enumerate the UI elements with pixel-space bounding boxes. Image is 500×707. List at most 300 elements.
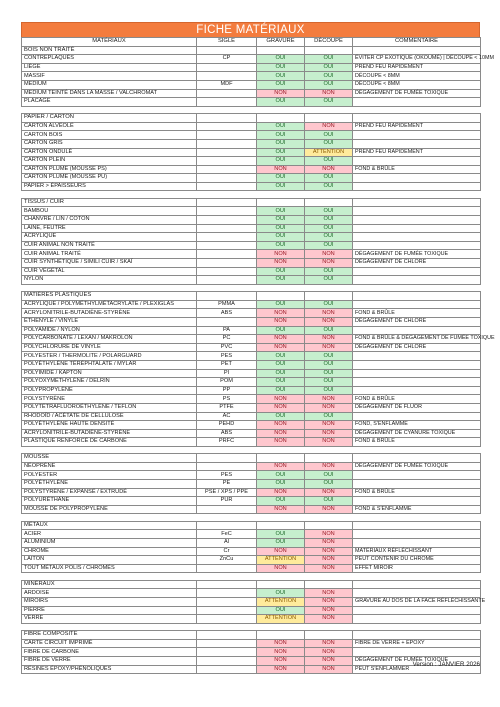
gravure-status: OUI	[257, 139, 305, 148]
material-sigle	[197, 317, 257, 326]
decoupe-status: NON	[305, 403, 353, 412]
spacer-cell	[257, 623, 305, 630]
decoupe-status: OUI	[305, 369, 353, 378]
material-commentaire	[353, 276, 481, 285]
table-row	[22, 395, 481, 404]
section-blank-cell	[257, 454, 305, 463]
decoupe-status: OUI	[305, 131, 353, 140]
material-commentaire: DÉCOUPE < 8MM	[353, 80, 481, 89]
table-row	[22, 438, 481, 447]
table-row	[22, 165, 481, 174]
table-row	[22, 589, 481, 598]
table-row	[22, 148, 481, 157]
material-name: POLYIMIDE / KAPTON	[22, 369, 197, 378]
material-sigle: PS	[197, 395, 257, 404]
gravure-status: OUI	[257, 300, 305, 309]
table-row	[22, 233, 481, 242]
table-row	[22, 267, 481, 276]
decoupe-status: NON	[305, 438, 353, 447]
table-row	[22, 89, 481, 98]
decoupe-status: NON	[305, 639, 353, 648]
section-blank-cell	[353, 580, 481, 589]
table-row	[22, 471, 481, 480]
decoupe-status: NON	[305, 429, 353, 438]
section-blank-cell	[257, 46, 305, 55]
material-name: POLYOXYMÉTHYLÈNE / DELRIN	[22, 378, 197, 387]
material-sigle	[197, 63, 257, 72]
decoupe-status: OUI	[305, 174, 353, 183]
material-commentaire: DÉGAGEMENT DE CHLORE	[353, 317, 481, 326]
section-spacer	[22, 446, 481, 453]
table-row	[22, 462, 481, 471]
gravure-status: OUI	[257, 360, 305, 369]
table-row	[22, 250, 481, 259]
table-row	[22, 174, 481, 183]
gravure-status: OUI	[257, 412, 305, 421]
material-commentaire	[353, 471, 481, 480]
table-row	[22, 309, 481, 318]
section-title: TISSUS / CUIR	[22, 198, 197, 207]
spacer-cell	[22, 284, 197, 291]
table-row	[22, 122, 481, 131]
material-sigle	[197, 505, 257, 514]
gravure-status: NON	[257, 343, 305, 352]
gravure-status: OUI	[257, 241, 305, 250]
spacer-cell	[353, 446, 481, 453]
decoupe-status: OUI	[305, 55, 353, 64]
section-header-row	[22, 580, 481, 589]
material-name: POLYCARBONATE / LEXAN / MAKROLON	[22, 335, 197, 344]
material-sigle	[197, 276, 257, 285]
material-commentaire	[353, 326, 481, 335]
material-name: CHANVRE / LIN / COTON	[22, 216, 197, 225]
spacer-cell	[22, 623, 197, 630]
material-name: ACRYLONITRILE-BUTADIÈNE-STYRÈNE	[22, 309, 197, 318]
material-commentaire	[353, 207, 481, 216]
gravure-status: OUI	[257, 55, 305, 64]
gravure-status: NON	[257, 309, 305, 318]
spacer-cell	[22, 573, 197, 580]
decoupe-status: OUI	[305, 72, 353, 81]
decoupe-status: OUI	[305, 360, 353, 369]
material-name: TOUT MÉTAUX POLIS / CHROMÉS	[22, 564, 197, 573]
gravure-status: OUI	[257, 471, 305, 480]
material-name: LAINE, FEUTRE	[22, 224, 197, 233]
material-name: ACIER	[22, 530, 197, 539]
decoupe-status: OUI	[305, 352, 353, 361]
table-row	[22, 241, 481, 250]
section-blank-cell	[305, 292, 353, 301]
table-row	[22, 98, 481, 107]
material-name: CARTON GRIS	[22, 139, 197, 148]
decoupe-status: NON	[305, 488, 353, 497]
material-commentaire: PREND FEU RAPIDEMENT	[353, 63, 481, 72]
material-name: POLYAMIDE / NYLON	[22, 326, 197, 335]
section-header-row	[22, 46, 481, 55]
material-commentaire: FOND & BRÛLE	[353, 488, 481, 497]
table-row	[22, 131, 481, 140]
gravure-status: OUI	[257, 148, 305, 157]
material-name: ALUMINIUM	[22, 539, 197, 548]
section-title: FIBRE COMPOSITE	[22, 631, 197, 640]
header-commentaire: COMMENTAIRE	[353, 38, 481, 47]
section-blank-cell	[353, 114, 481, 123]
gravure-status: NON	[257, 259, 305, 268]
section-blank-cell	[353, 292, 481, 301]
material-sigle	[197, 89, 257, 98]
material-sigle	[197, 597, 257, 606]
table-row	[22, 403, 481, 412]
decoupe-status: NON	[305, 89, 353, 98]
material-name: CUIR VÉGÉTAL	[22, 267, 197, 276]
table-header-row	[22, 38, 481, 47]
material-commentaire	[353, 378, 481, 387]
material-sigle: PP	[197, 386, 257, 395]
spacer-cell	[305, 573, 353, 580]
material-commentaire: EFFET MIROIR	[353, 564, 481, 573]
section-blank-cell	[257, 292, 305, 301]
material-sigle	[197, 648, 257, 657]
material-sigle	[197, 267, 257, 276]
section-spacer	[22, 191, 481, 198]
gravure-status: NON	[257, 165, 305, 174]
gravure-status: ATTENTION	[257, 597, 305, 606]
table-row	[22, 352, 481, 361]
gravure-status: OUI	[257, 80, 305, 89]
table-row	[22, 300, 481, 309]
material-name: CUIR ANIMAL NON TRAITÉ	[22, 241, 197, 250]
spacer-cell	[305, 106, 353, 113]
table-row	[22, 606, 481, 615]
material-name: CARTON PLUME (MOUSSE PS)	[22, 165, 197, 174]
section-blank-cell	[305, 580, 353, 589]
material-name: RHODOÏD / ACÉTATE DE CELLULOSE	[22, 412, 197, 421]
material-sigle	[197, 606, 257, 615]
spacer-cell	[305, 284, 353, 291]
section-blank-cell	[257, 631, 305, 640]
decoupe-status: NON	[305, 656, 353, 665]
gravure-status: NON	[257, 250, 305, 259]
spacer-cell	[22, 514, 197, 521]
version-label: Version : JANVIER 2026	[412, 661, 480, 668]
gravure-status: OUI	[257, 276, 305, 285]
gravure-status: OUI	[257, 480, 305, 489]
spacer-cell	[257, 284, 305, 291]
spacer-cell	[197, 623, 257, 630]
section-spacer	[22, 573, 481, 580]
gravure-status: OUI	[257, 224, 305, 233]
material-name: POLYESTER	[22, 471, 197, 480]
material-sigle: PE	[197, 480, 257, 489]
gravure-status: NON	[257, 395, 305, 404]
material-commentaire: DÉGAGEMENT DE FUMÉE TOXIQUE	[353, 89, 481, 98]
table-row	[22, 317, 481, 326]
gravure-status: NON	[257, 505, 305, 514]
decoupe-status: OUI	[305, 80, 353, 89]
material-commentaire	[353, 539, 481, 548]
material-name: PLASTIQUE RENFORCÉ DE CARBONE	[22, 438, 197, 447]
material-commentaire: FIBRE DE VERRE + EPOXY	[353, 639, 481, 648]
material-sigle: FeC	[197, 530, 257, 539]
material-commentaire	[353, 352, 481, 361]
material-name: VERRE	[22, 615, 197, 624]
section-title: PAPIER / CARTON	[22, 114, 197, 123]
gravure-status: NON	[257, 421, 305, 430]
section-blank-cell	[353, 454, 481, 463]
material-commentaire: PREND FEU RAPIDEMENT	[353, 148, 481, 157]
gravure-status: OUI	[257, 378, 305, 387]
spacer-cell	[305, 514, 353, 521]
table-row	[22, 480, 481, 489]
table-row	[22, 539, 481, 548]
gravure-status: NON	[257, 656, 305, 665]
table-row	[22, 386, 481, 395]
section-blank-cell	[353, 631, 481, 640]
material-name: FIBRE DE CARBONE	[22, 648, 197, 657]
material-commentaire	[353, 182, 481, 191]
decoupe-status: OUI	[305, 98, 353, 107]
section-blank-cell	[353, 521, 481, 530]
decoupe-status: NON	[305, 165, 353, 174]
section-spacer	[22, 106, 481, 113]
decoupe-status: OUI	[305, 497, 353, 506]
decoupe-status: NON	[305, 259, 353, 268]
table-row	[22, 505, 481, 514]
table-row	[22, 276, 481, 285]
decoupe-status: NON	[305, 648, 353, 657]
material-sigle	[197, 122, 257, 131]
material-name: CUIR ANIMAL TRAITÉ	[22, 250, 197, 259]
decoupe-status: OUI	[305, 471, 353, 480]
material-sigle	[197, 148, 257, 157]
material-sigle: PUR	[197, 497, 257, 506]
material-sigle	[197, 157, 257, 166]
spacer-cell	[197, 514, 257, 521]
material-commentaire	[353, 648, 481, 657]
material-commentaire	[353, 233, 481, 242]
material-sigle	[197, 589, 257, 598]
header-gravure: GRAVURE	[257, 38, 305, 47]
material-commentaire: DÉGAGEMENT DE CHLORE	[353, 343, 481, 352]
decoupe-status: OUI	[305, 157, 353, 166]
material-commentaire	[353, 157, 481, 166]
gravure-status: OUI	[257, 157, 305, 166]
gravure-status: OUI	[257, 233, 305, 242]
decoupe-status: NON	[305, 539, 353, 548]
section-spacer	[22, 514, 481, 521]
gravure-status: OUI	[257, 369, 305, 378]
header-sigle: SIGLE	[197, 38, 257, 47]
material-name: FIBRE DE VERRE	[22, 656, 197, 665]
material-commentaire: PEUT S'ENFLAMMER	[353, 665, 481, 674]
decoupe-status: OUI	[305, 480, 353, 489]
gravure-status: NON	[257, 89, 305, 98]
decoupe-status: OUI	[305, 412, 353, 421]
header-materiaux: MATÉRIAUX	[22, 38, 197, 47]
header-decoupe: DÉCOUPE	[305, 38, 353, 47]
material-name: CARTE CIRCUIT IMPRIMÉ	[22, 639, 197, 648]
material-commentaire	[353, 300, 481, 309]
material-sigle: PC	[197, 335, 257, 344]
materials-sheet	[21, 22, 495, 674]
spacer-cell	[353, 573, 481, 580]
table-row	[22, 157, 481, 166]
material-sigle: PEHD	[197, 421, 257, 430]
material-name: PIERRE	[22, 606, 197, 615]
material-name: POLYTÉTRAFLUOROÉTHYLÈNE / TEFLON	[22, 403, 197, 412]
sheet-title: FICHE MATÉRIAUX	[21, 22, 480, 37]
spacer-cell	[197, 573, 257, 580]
gravure-status: ATTENTION	[257, 615, 305, 624]
section-title: MÉTAUX	[22, 521, 197, 530]
table-row	[22, 343, 481, 352]
gravure-status: NON	[257, 639, 305, 648]
material-sigle: ZnCu	[197, 556, 257, 565]
material-sigle	[197, 224, 257, 233]
decoupe-status: ATTENTION	[305, 148, 353, 157]
section-blank-cell	[305, 198, 353, 207]
spacer-cell	[305, 191, 353, 198]
material-name: POLYÉTHYLÈNE TÉRÉPHTALATE / MYLAR	[22, 360, 197, 369]
material-sigle: PMMA	[197, 300, 257, 309]
decoupe-status: NON	[305, 530, 353, 539]
table-row	[22, 429, 481, 438]
material-commentaire: DÉGAGEMENT DE CHLORE	[353, 259, 481, 268]
material-commentaire: DÉGAGEMENT DE FUMÉE TOXIQUE	[353, 462, 481, 471]
gravure-status: OUI	[257, 122, 305, 131]
material-commentaire: DÉGAGEMENT DE CYANURE TOXIQUE	[353, 429, 481, 438]
section-blank-cell	[257, 580, 305, 589]
section-header-row	[22, 454, 481, 463]
section-blank-cell	[257, 114, 305, 123]
table-row	[22, 556, 481, 565]
material-name: MASSIF	[22, 72, 197, 81]
section-blank-cell	[197, 521, 257, 530]
section-header-row	[22, 114, 481, 123]
decoupe-status: NON	[305, 317, 353, 326]
table-row	[22, 369, 481, 378]
material-commentaire	[353, 497, 481, 506]
section-spacer	[22, 623, 481, 630]
decoupe-status: OUI	[305, 386, 353, 395]
gravure-status: NON	[257, 665, 305, 674]
material-sigle	[197, 615, 257, 624]
decoupe-status: NON	[305, 343, 353, 352]
material-sigle	[197, 207, 257, 216]
material-name: POLYCHLORURE DE VINYLE	[22, 343, 197, 352]
table-row	[22, 378, 481, 387]
spacer-cell	[353, 623, 481, 630]
decoupe-status: OUI	[305, 267, 353, 276]
gravure-status: NON	[257, 564, 305, 573]
material-name: ARDOISE	[22, 589, 197, 598]
material-commentaire	[353, 360, 481, 369]
table-row	[22, 72, 481, 81]
section-blank-cell	[353, 198, 481, 207]
section-blank-cell	[197, 631, 257, 640]
material-sigle	[197, 241, 257, 250]
decoupe-status: NON	[305, 421, 353, 430]
table-row	[22, 224, 481, 233]
material-name: LIÈGE	[22, 63, 197, 72]
material-name: ÉTHENYLE / VINYLE	[22, 317, 197, 326]
spacer-cell	[353, 106, 481, 113]
decoupe-status: NON	[305, 589, 353, 598]
section-blank-cell	[197, 114, 257, 123]
material-sigle	[197, 182, 257, 191]
section-blank-cell	[197, 46, 257, 55]
material-commentaire: DÉCOUPE < 8MM	[353, 72, 481, 81]
decoupe-status: NON	[305, 395, 353, 404]
gravure-status: OUI	[257, 182, 305, 191]
spacer-cell	[305, 446, 353, 453]
spacer-cell	[197, 446, 257, 453]
material-sigle	[197, 165, 257, 174]
spacer-cell	[257, 191, 305, 198]
material-commentaire	[353, 224, 481, 233]
decoupe-status: OUI	[305, 207, 353, 216]
material-commentaire	[353, 139, 481, 148]
gravure-status: OUI	[257, 352, 305, 361]
section-title: MINÉRAUX	[22, 580, 197, 589]
decoupe-status: NON	[305, 250, 353, 259]
material-commentaire: PEUT CONTENIR DU CHROME	[353, 556, 481, 565]
material-commentaire	[353, 412, 481, 421]
material-sigle	[197, 665, 257, 674]
decoupe-status: NON	[305, 597, 353, 606]
material-sigle: AC	[197, 412, 257, 421]
material-name: POLYESTER / THERMOLITE / POLARGUARD	[22, 352, 197, 361]
material-name: CARTON ALVÉOLÉ	[22, 122, 197, 131]
material-name: CARTON ONDULÉ	[22, 148, 197, 157]
section-blank-cell	[305, 46, 353, 55]
section-header-row	[22, 292, 481, 301]
material-commentaire: DÉGAGEMENT DE FUMÉE TOXIQUE	[353, 250, 481, 259]
materials-table	[21, 37, 495, 674]
gravure-status: OUI	[257, 267, 305, 276]
section-blank-cell	[257, 521, 305, 530]
table-row	[22, 326, 481, 335]
material-sigle: PES	[197, 471, 257, 480]
gravure-status: NON	[257, 462, 305, 471]
section-blank-cell	[257, 198, 305, 207]
material-name: POLYSTYRÈNE	[22, 395, 197, 404]
material-name: POLYURÉTHANE	[22, 497, 197, 506]
decoupe-status: OUI	[305, 224, 353, 233]
spacer-cell	[22, 106, 197, 113]
gravure-status: OUI	[257, 131, 305, 140]
spacer-cell	[257, 514, 305, 521]
decoupe-status: OUI	[305, 300, 353, 309]
material-sigle	[197, 656, 257, 665]
spacer-cell	[197, 191, 257, 198]
gravure-status: OUI	[257, 207, 305, 216]
gravure-status: NON	[257, 317, 305, 326]
material-commentaire: FOND & BRÛLE	[353, 309, 481, 318]
material-sigle: PSE / XPS / PPE	[197, 488, 257, 497]
material-sigle	[197, 250, 257, 259]
material-sigle	[197, 98, 257, 107]
material-commentaire	[353, 589, 481, 598]
spacer-cell	[22, 446, 197, 453]
material-sigle: PES	[197, 352, 257, 361]
material-commentaire	[353, 480, 481, 489]
material-name: BAMBOU	[22, 207, 197, 216]
material-sigle: PA	[197, 326, 257, 335]
material-name: MOUSSE DE POLYPROPYLÈNE	[22, 505, 197, 514]
gravure-status: OUI	[257, 606, 305, 615]
spacer-cell	[353, 191, 481, 198]
